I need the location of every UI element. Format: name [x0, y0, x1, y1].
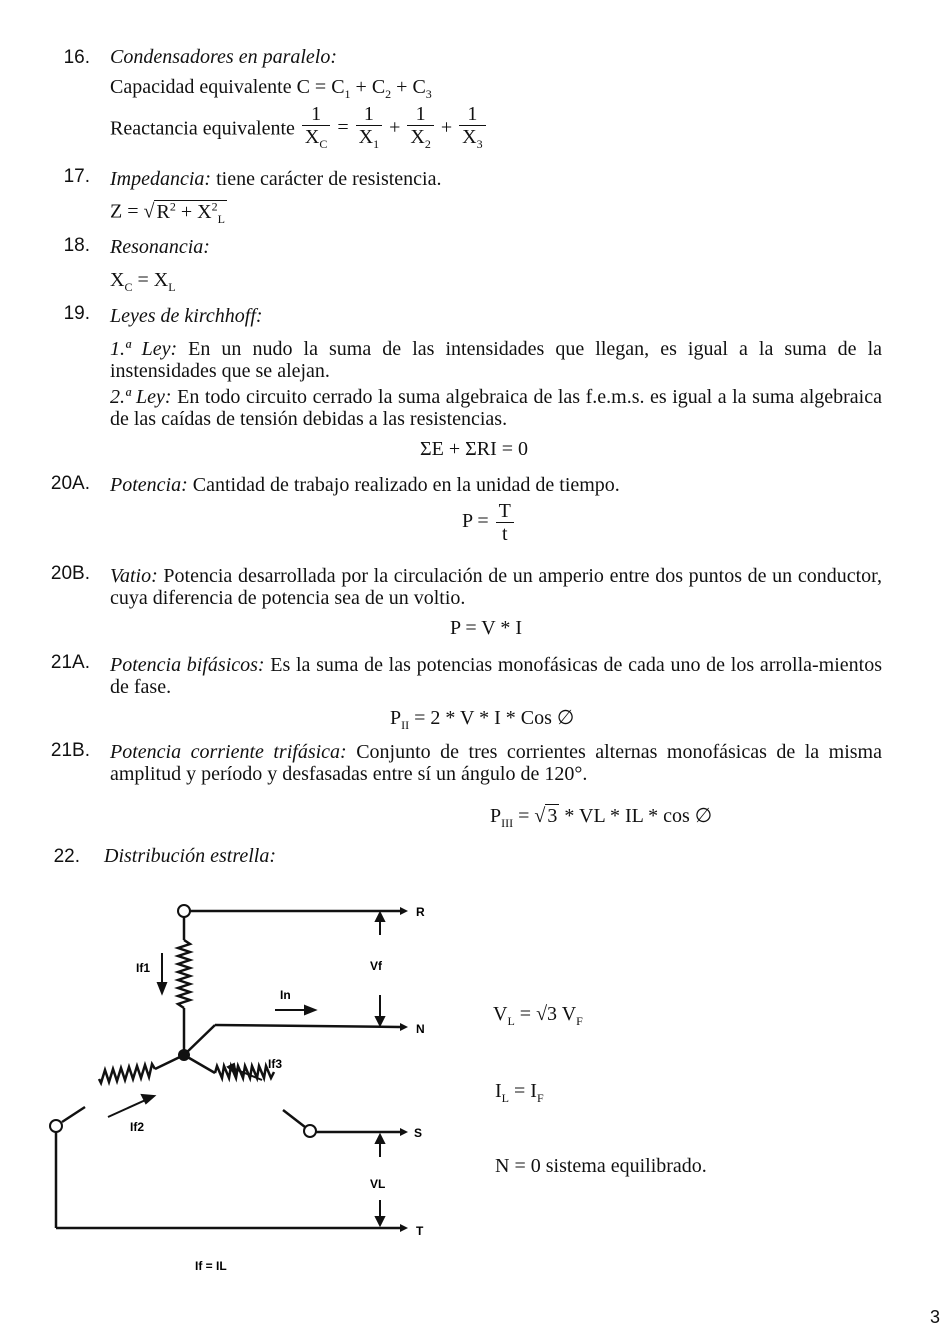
item-body: Potencia desarrollada por la circulación de un amperio entre dos puntos de un conductor, cuya diferencia de potencia sea de un voltio. [110, 565, 882, 609]
item-title: Impedancia: [110, 168, 212, 190]
il-symbol: I [495, 1080, 502, 1102]
law-1-text: En un nudo la suma de las intensidades que llegan, es igual a la suma de la instensidades que se alejan. [110, 338, 882, 382]
resonance-formula: $X_C = X_L$ [110, 269, 176, 294]
item-title: Resonancia: [110, 236, 210, 258]
label-if1: If1 [136, 961, 151, 975]
item-number: 19. [63, 303, 90, 324]
kirchhoff-formula: ΣE + ΣRI = 0 [420, 438, 529, 460]
page-number: 3 [929, 1307, 940, 1327]
vl-symbol: V [493, 1003, 508, 1025]
item-number: 17. [63, 166, 90, 187]
item-number: 21A. [50, 652, 90, 673]
item-body: Cantidad de trabajo realizado en la unidad de tiempo. [187, 474, 620, 496]
item-number: 18. [63, 235, 90, 256]
biphase-formula: $P_{II} = 2 * V * I$ * Cos ∅ [390, 707, 575, 732]
item-title: Potencia bifásicos: [110, 654, 265, 676]
reactance-formula: Reactancia equivalente $\frac{1}{X_C}$ = $\frac{1}{X_1}$ + $\frac{1}{X_2}$ + $\frac{1}{X_3}$ [110, 103, 488, 155]
capacity-formula: Capacidad equivalente $C = C_1 + C_2 + C_3$ [110, 76, 432, 101]
triphase-formula: $P_{III}$ = √ 3 * VL * IL * cos ∅ [490, 805, 713, 830]
capacity-text: Capacidad equivalente C = C [110, 76, 345, 98]
reactance-text: Reactancia equivalente [110, 117, 295, 140]
il-sub: L [501, 1091, 510, 1105]
item-title: Potencia: [110, 474, 188, 496]
item-text [110, 654, 882, 698]
item-text [110, 474, 620, 497]
law-1-title: 1.ª Ley: [110, 338, 178, 360]
law-2-title: 2.ª Ley: [110, 386, 172, 408]
item-title: Distribución estrella: [104, 845, 277, 867]
line-current-formula [495, 1080, 544, 1106]
label-if2: If2 [130, 1120, 145, 1134]
item-number: 21B. [50, 740, 90, 761]
line-label-t: T [416, 1224, 424, 1238]
item-title: Leyes de kirchhoff: [110, 305, 263, 327]
item-number: 20B. [50, 563, 90, 584]
if-sub: F [536, 1091, 544, 1105]
item-text [110, 565, 882, 609]
line-label-r: R [416, 905, 425, 919]
law-2-text: En todo circuito cerrado la suma algebraica de las f.e.m.s. es igual a la suma algebraica de las caídas de tensión debidas a las resistencias. [110, 386, 882, 430]
item-number: 22. [53, 846, 80, 867]
vl-sub: L [507, 1014, 515, 1028]
il-mid: = I [509, 1080, 537, 1102]
label-vf: Vf [370, 959, 382, 973]
item-body: tiene carácter de resistencia. [211, 168, 442, 190]
watt-formula: P = V * I [450, 617, 523, 639]
item-title: Condensadores en paralelo: [110, 46, 338, 68]
label-if3: If3 [268, 1057, 283, 1071]
vl-rest: = √3 V [514, 1003, 577, 1025]
item-number: 16. [63, 47, 90, 68]
item-body: Es la suma de las potencias monofásicas de cada uno de los arrolla-mientos de fase. [110, 654, 882, 698]
label-if-il: If = IL [195, 1259, 227, 1273]
item-text [110, 168, 442, 191]
line-voltage-formula [493, 1003, 583, 1029]
balanced-system-text: N = 0 sistema equilibrado. [495, 1155, 707, 1177]
law-1 [110, 338, 882, 382]
law-2 [110, 386, 882, 430]
item-body: Conjunto de tres corrientes alternas monofásicas de la misma amplitud y período y desfasadas entre sí un ángulo de 120°. [110, 741, 882, 785]
line-label-s: S [414, 1126, 423, 1140]
impedance-formula: Z = √ $R^2 + X^2_L$ [110, 199, 225, 226]
star-circuit-diagram [40, 895, 460, 1285]
vf-sub: F [576, 1014, 583, 1028]
item-text [110, 741, 882, 785]
label-vl: VL [370, 1177, 386, 1191]
label-in: In [280, 988, 291, 1002]
item-title: Potencia corriente trifásica: [110, 741, 347, 763]
item-number: 20A. [50, 473, 90, 494]
item-title: Vatio: [110, 565, 158, 587]
power-formula: P = $\frac{T}{t}$ [462, 500, 516, 545]
line-label-n: N [416, 1022, 425, 1036]
